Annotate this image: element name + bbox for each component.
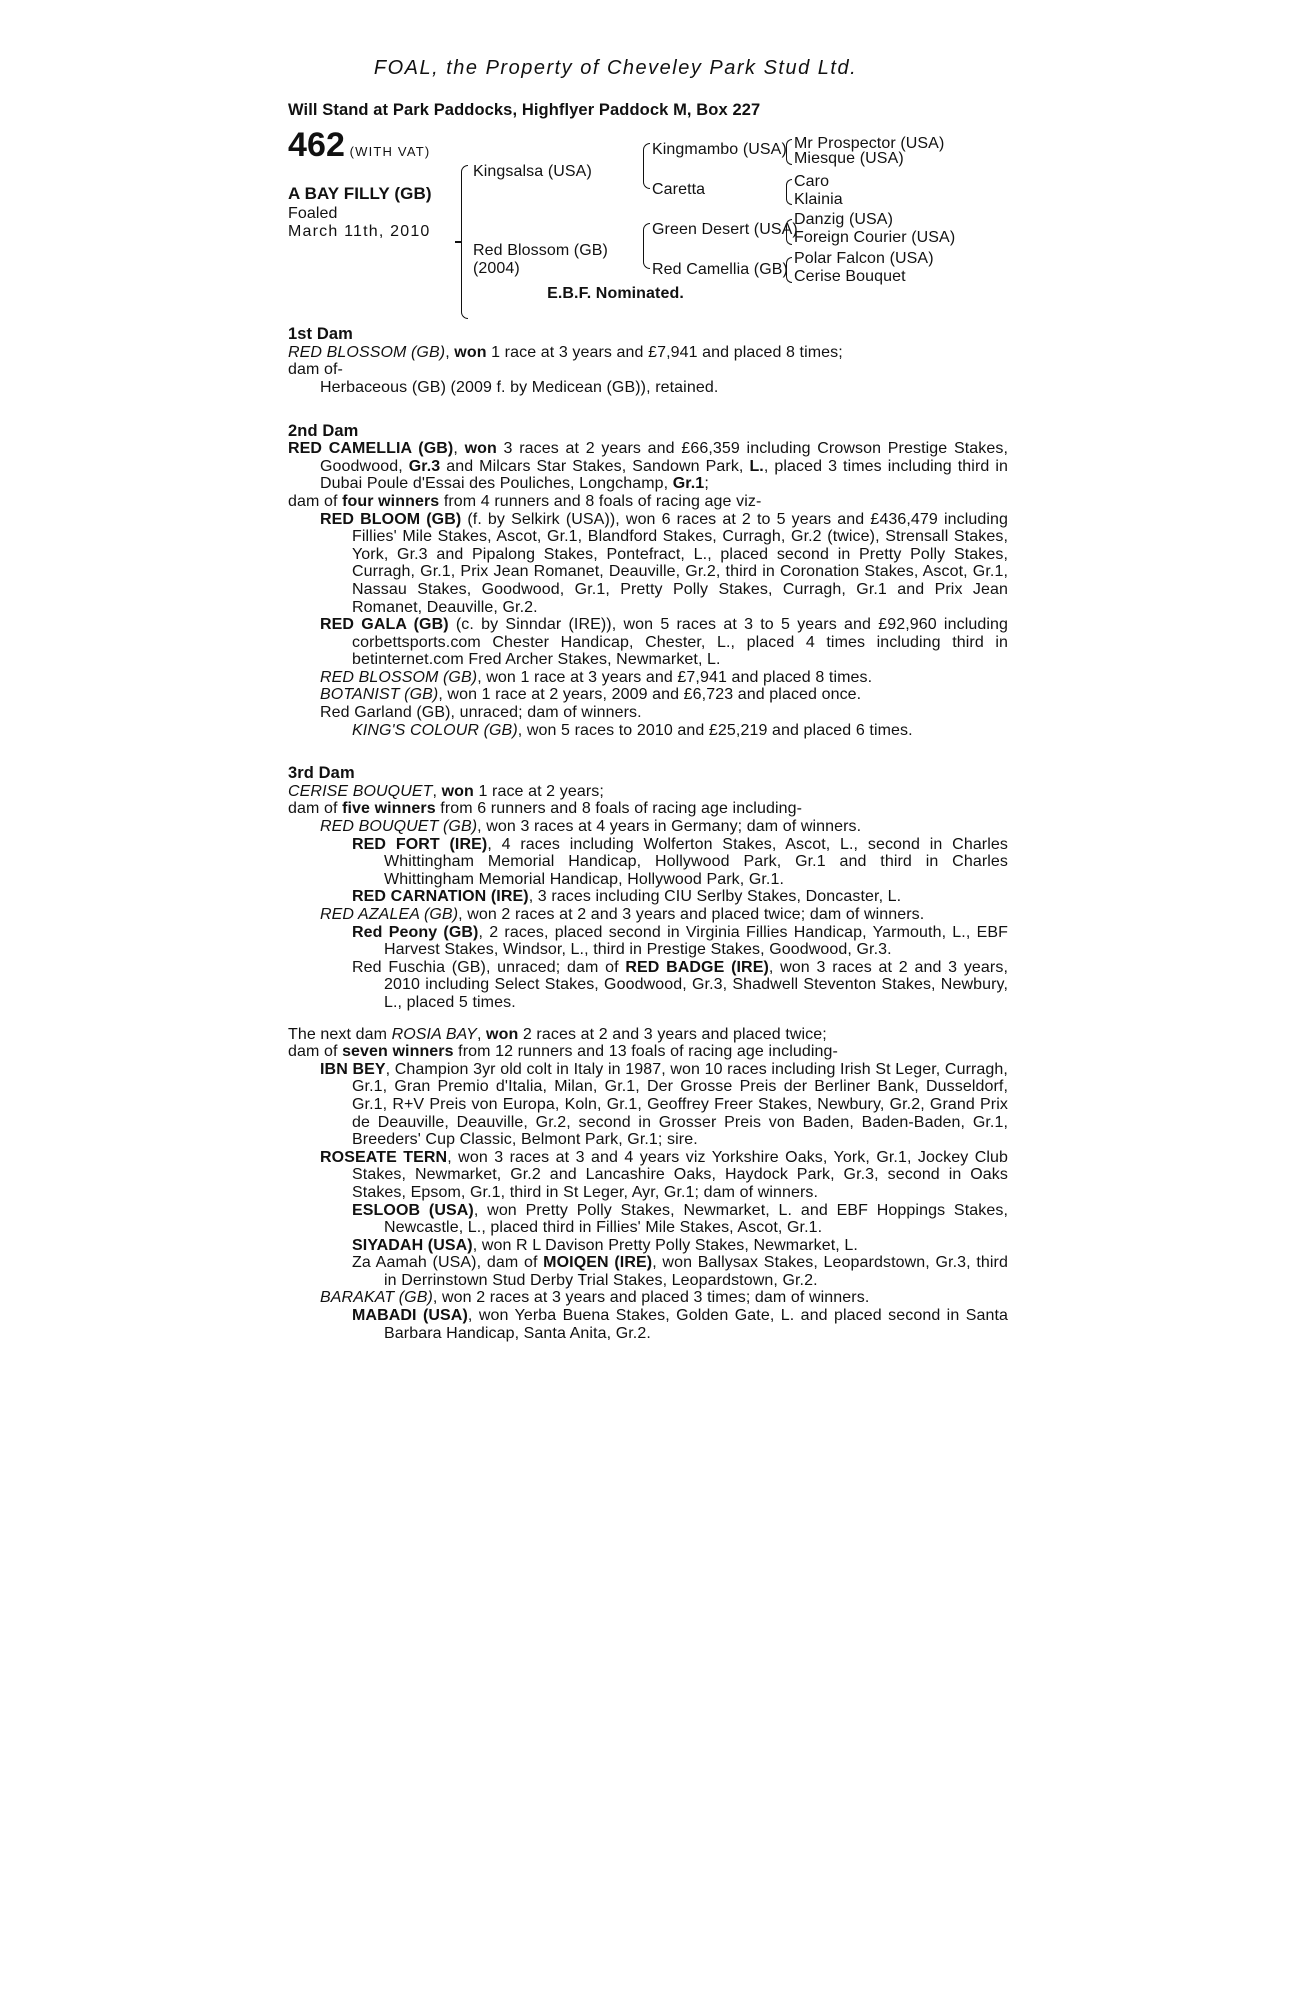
foaled-label: Foaled: [288, 205, 338, 223]
horse-name: ESLOOB (USA): [352, 1201, 474, 1219]
text: ;: [704, 475, 709, 493]
vat-label: (WITH VAT): [349, 144, 431, 160]
horse-record: , won 5 races to 2010 and £25,219 and placed 6 times.: [517, 721, 913, 739]
horse-name: BOTANIST (GB): [320, 686, 439, 704]
horse-record: (f. by Selkirk (USA)), won 6 races at 2 to 5 years and £436,479 including Fillies' Mile Stakes, Ascot, Gr.1, Blandford Stakes, Curragh, Gr.2 (twice), Strensall Stakes, York, Gr.3 and Pipalong Stakes, Pontefract, L., placed second in Pretty Polly Stakes, Curragh, Gr.1, Prix Jean Romanet, Deauville, Gr.2, third in Coronation Stakes, Ascot, Gr.1, Nassau Stakes, Goodwood, Gr.1, Pretty Polly Stakes, Curragh, Gr.1 and Prix Jean Romanet, Deauville, Gr.2.: [352, 510, 1008, 616]
horse-record: , won 3 races at 4 years in Germany; dam of winners.: [477, 818, 862, 836]
text: from 6 runners and 8 foals of racing age including-: [435, 800, 803, 818]
text: 3 races at 2 years and £66,359 including Crowson Prestige Stakes, Goodwood,: [320, 440, 1008, 475]
horse-name: MABADI (USA): [352, 1307, 468, 1325]
horse-name: IBN BEY: [320, 1060, 386, 1078]
text: dam of: [288, 800, 343, 818]
dam: Red Blossom (GB): [473, 242, 608, 260]
horse-name: Red Peony (GB): [352, 923, 479, 941]
horse-record: (c. by Sinndar (IRE)), won 5 races at 3 to 5 years and £92,960 including corbettsports.com Chester Handicap, Chester, L., placed 4 times including third in betinternet.com Fred Archer Stakes, Newmarket, L.: [352, 616, 1008, 669]
first-dam-produce: Herbaceous (GB) (2009 f. by Medicean (GB)), retained.: [320, 378, 719, 396]
winners-count: five winners: [342, 800, 436, 818]
produce-botanist: [288, 686, 1008, 704]
first-dam-name: RED BLOSSOM (GB): [288, 343, 446, 361]
sd-dam: Klainia: [794, 191, 843, 209]
text: and Milcars Star Stakes, Sandown Park,: [440, 457, 750, 475]
pedigree-table: [288, 126, 1008, 332]
brace-gen3-4: [786, 257, 792, 283]
dd-sire: Polar Falcon (USA): [794, 250, 934, 268]
dam-year: (2004): [473, 260, 520, 278]
brace-gen3-3: [786, 219, 792, 245]
brace-gen3-2: [786, 179, 792, 205]
first-dam-text: 1 race at 3 years and £7,941 and placed 8 times;: [486, 343, 843, 361]
dam-sire: Green Desert (USA): [652, 221, 798, 239]
produce-barakat: [288, 1289, 1008, 1307]
lot-name: A BAY FILLY (GB): [288, 184, 432, 204]
text: 1 race at 2 years;: [473, 782, 604, 800]
horse-name: RED BOUQUET (GB): [320, 818, 478, 836]
produce-red-bouquet: [288, 818, 1008, 836]
horse-name: RED BLOOM (GB): [320, 510, 462, 528]
dd-dam: Cerise Bouquet: [794, 268, 906, 286]
stand-location: Will Stand at Park Paddocks, Highflyer Paddock M, Box 227: [288, 100, 761, 119]
second-dam-record: RED CAMELLIA (GB), won 3 races at 2 years and £66,359 including Crowson Prestige Stakes, Goodwood, Gr.3 and Milcars Star Stakes, Sandown Park, L., placed 3 times including third in Dubai Poule d'Essai des Pouliches, Longchamp, Gr.1;: [288, 440, 1009, 493]
dam-brace: [643, 223, 650, 269]
produce-esloob: [288, 1202, 1008, 1237]
horse-name: RED BADGE (IRE): [625, 958, 769, 976]
first-dam-of: dam of-: [288, 361, 343, 379]
produce-ibn-bey: [288, 1061, 1008, 1149]
text: dam of: [288, 1043, 343, 1061]
won-label: won: [454, 343, 487, 361]
grade: Gr.3: [408, 457, 441, 475]
horse-record: , 2 races, placed second in Virginia Fillies Handicap, Yarmouth, L., EBF Harvest Stakes, Windsor, L., third in Prestige Stakes, Goodwood, Gr.3.: [384, 923, 1008, 959]
horse-name: RED BLOSSOM (GB): [320, 668, 478, 686]
second-dam-heading: 2nd Dam: [288, 421, 359, 440]
ebf-nominated: E.B.F. Nominated.: [547, 285, 684, 303]
produce-red-carnation: [288, 888, 1008, 906]
horse-record: , Champion 3yr old colt in Italy in 1987, won 10 races including Irish St Leger, Curragh, Gr.1, Gran Premio d'Italia, Milan, Gr.1, Der Grosse Preis der Berliner Bank, Dusseldorf, Gr.1, R+V Preis von Europa, Koln, Gr.1, Geoffrey Freer Stakes, Newbury, Gr.2, Grand Prix de Deauville, Deauville, Gr.2, second in Grosser Preis von Baden, Baden-Baden, Gr.1, Breeders' Cup Classic, Belmont Park, Gr.1; sire.: [352, 1060, 1008, 1149]
text: from 4 runners and 8 foals of racing age viz-: [439, 492, 762, 510]
produce-red-blossom: [288, 669, 1008, 687]
text: 2 races at 2 and 3 years and placed twice;: [518, 1025, 827, 1043]
horse-record: , won Pretty Polly Stakes, Newmarket, L. and EBF Hoppings Stakes, Newcastle, L., placed third in Fillies' Mile Stakes, Ascot, Gr.1.: [384, 1201, 1008, 1237]
horse-record: , won 3 races at 3 and 4 years viz Yorkshire Oaks, York, Gr.1, Jockey Club Stakes, Newmarket, Gr.2 and Lancashire Oaks, Haydock Park, Gr.3, second in Oaks Stakes, Epsom, Gr.1, third in St Leger, Ayr, Gr.1; dam of winners.: [352, 1148, 1008, 1201]
first-dam-record: RED BLOSSOM (GB), won 1 race at 3 years and £7,941 and placed 8 times;: [288, 343, 843, 361]
page-title: FOAL, the Property of Cheveley Park Stud Ltd.: [373, 57, 858, 79]
horse-record: , won Yerba Buena Stakes, Golden Gate, L. and placed second in Santa Barbara Handicap, Santa Anita, Gr.2.: [384, 1307, 1009, 1342]
produce-red-garland: Red Garland (GB), unraced; dam of winners.: [320, 704, 642, 722]
text: , placed 3 times including third in Dubai Poule d'Essai des Pouliches, Longchamp,: [320, 457, 1009, 493]
winners-count: seven winners: [342, 1043, 454, 1061]
produce-roseate-tern: [288, 1149, 1008, 1202]
horse-name: RED FORT (IRE): [352, 835, 488, 853]
horse-record: , won 3 races at 2 and 3 years, 2010 including Select Stakes, Goodwood, Gr.3, Shadwell Steventon Stakes, Newbury, L., placed 5 times.: [384, 958, 1009, 1011]
sd-sire: Caro: [794, 173, 830, 191]
third-dam-name: CERISE BOUQUET: [288, 782, 433, 800]
horse-record: , won 1 race at 2 years, 2009 and £6,723 and placed once.: [438, 686, 862, 704]
sire: Kingsalsa (USA): [473, 163, 592, 181]
produce-red-bloom: [288, 511, 1008, 617]
ss-dam: Miesque (USA): [794, 150, 904, 168]
ss-sire: Mr Prospector (USA): [794, 135, 945, 153]
horse-record: , won R L Davison Pretty Polly Stakes, Newmarket, L.: [472, 1236, 858, 1254]
first-dam-heading: 1st Dam: [288, 325, 353, 344]
text: Za Aamah (USA), dam of: [352, 1254, 544, 1272]
pedigree-brace-tip: [455, 241, 461, 242]
next-dam-of: [288, 1043, 1008, 1061]
horse-name: MOIQEN (IRE): [543, 1254, 653, 1272]
horse-record: , won 2 races at 2 and 3 years and placed twice; dam of winners.: [458, 906, 925, 923]
foaled-date: March 11th, 2010: [288, 223, 431, 241]
horse-record: , won 1 race at 3 years and £7,941 and placed 8 times.: [477, 668, 873, 686]
won-label: won: [441, 782, 474, 800]
next-dam-record: The next dam ROSIA BAY, won 2 races at 2 and 3 years and placed twice;: [288, 1025, 827, 1043]
horse-name: RED AZALEA (GB): [320, 906, 459, 923]
horse-name: RED CARNATION (IRE): [352, 888, 529, 906]
third-dam-heading: 3rd Dam: [288, 764, 355, 783]
winners-count: four winners: [342, 492, 440, 510]
sire-dam: Caretta: [652, 181, 706, 199]
brace-gen3-1: [786, 139, 792, 165]
won-label: won: [486, 1025, 519, 1043]
lot-number: 462: [288, 126, 346, 165]
horse-name: BARAKAT (GB): [320, 1289, 433, 1307]
sire-sire: Kingmambo (USA): [652, 141, 787, 159]
lot-header: [288, 126, 431, 165]
ds-dam: Foreign Courier (USA): [794, 229, 956, 247]
text: The next dam: [288, 1025, 392, 1043]
second-dam-name: RED CAMELLIA (GB): [288, 440, 454, 458]
produce-siyadah: [288, 1237, 1008, 1255]
ds-sire: Danzig (USA): [794, 211, 894, 229]
third-dam-of: [288, 800, 1008, 818]
produce-za-aamah: [288, 1254, 1008, 1289]
next-dam-name: ROSIA BAY: [391, 1025, 477, 1043]
produce-red-peony: [288, 924, 1008, 959]
third-dam-record: CERISE BOUQUET, won 1 race at 2 years;: [288, 782, 604, 800]
horse-name: SIYADAH (USA): [352, 1236, 473, 1254]
horse-record: , won 2 races at 3 years and placed 3 times; dam of winners.: [432, 1289, 870, 1307]
produce-red-fuschia: [288, 959, 1008, 1012]
won-label: won: [464, 440, 497, 458]
produce-red-fort: [288, 836, 1008, 889]
produce-kings-colour: [288, 722, 1008, 740]
horse-record: , won Ballysax Stakes, Leopardstown, Gr.3, third in Derrinstown Stud Derby Trial Stakes, Leopardstown, Gr.2.: [384, 1254, 1008, 1289]
second-dam-of: [288, 493, 1008, 511]
produce-red-azalea: [288, 906, 1008, 924]
dam-dam: Red Camellia (GB): [652, 261, 788, 279]
sire-brace: [643, 143, 650, 189]
grade: L.: [749, 457, 764, 475]
text: dam of: [288, 492, 343, 510]
horse-name: ROSEATE TERN: [320, 1148, 448, 1166]
text: from 12 runners and 13 foals of racing age including-: [453, 1043, 838, 1061]
produce-red-gala: [288, 616, 1008, 669]
horse-name: KING'S COLOUR (GB): [352, 721, 518, 739]
grade: Gr.1: [672, 475, 705, 493]
horse-name: RED GALA (GB): [320, 616, 449, 634]
horse-record: , 4 races including Wolferton Stakes, Ascot, L., second in Charles Whittingham Memorial Handicap, Hollywood Park, Gr.1 and third in Charles Whittingham Memorial Handicap, Hollywood Park, Gr.1.: [384, 835, 1008, 888]
catalogue-page: [288, 57, 1009, 1342]
produce-mabadi: [288, 1307, 1008, 1342]
text: Red Fuschia (GB), unraced; dam of: [352, 958, 626, 976]
horse-record: , 3 races including CIU Serlby Stakes, Doncaster, L.: [528, 888, 902, 906]
